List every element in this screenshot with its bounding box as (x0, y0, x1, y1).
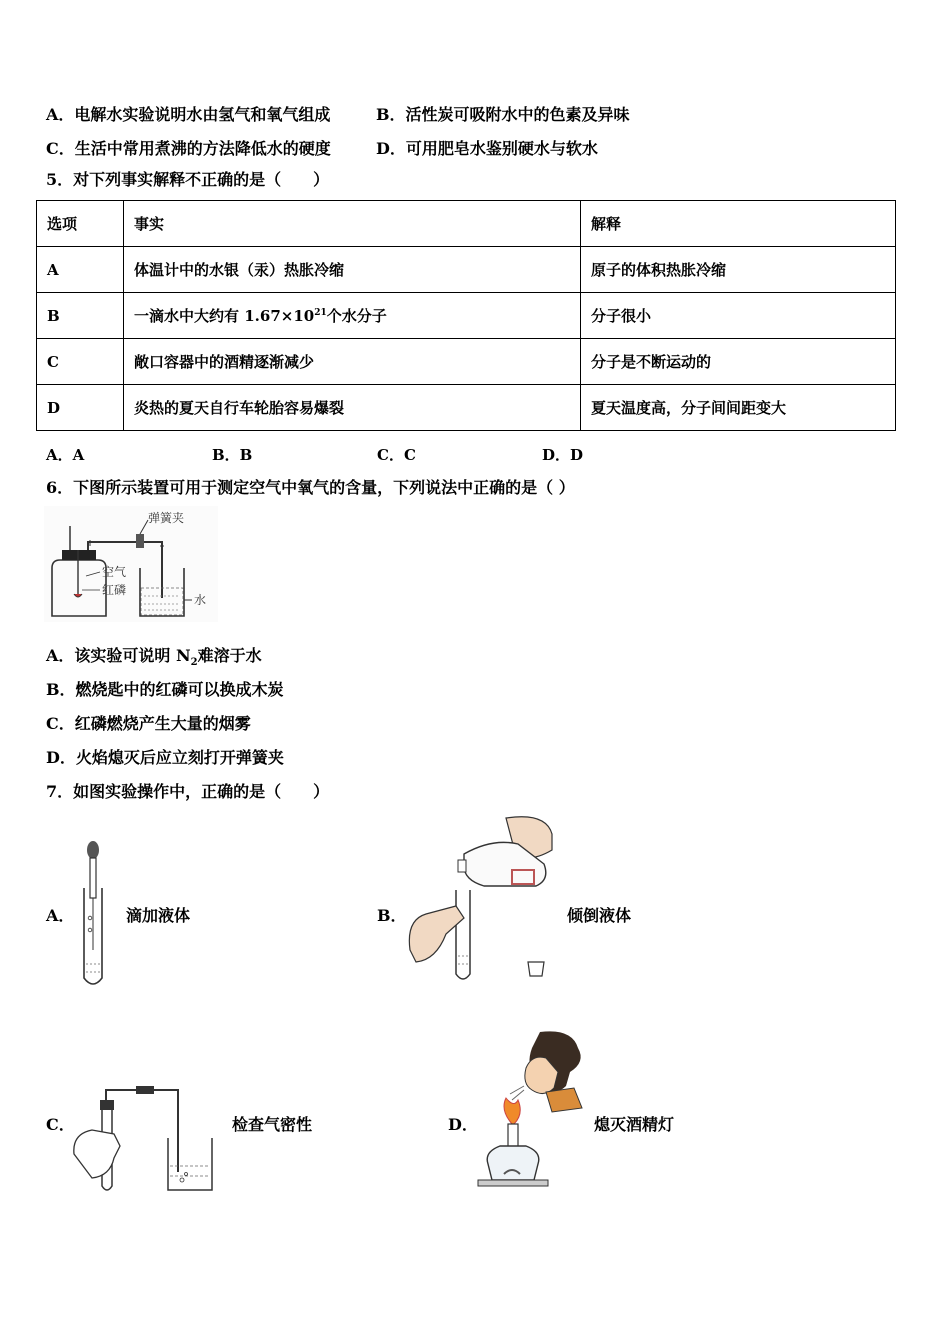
row-fact: 炎热的夏天自行车轮胎容易爆裂 (124, 385, 581, 431)
q7-stem: 7．如图实验操作中，正确的是（ ） (46, 782, 330, 801)
row-fact (124, 293, 581, 339)
dropper-bulb (87, 841, 99, 859)
label-red-phosphorus: 红磷 (102, 583, 127, 597)
row-explain: 原子的体积热胀冷缩 (581, 247, 896, 293)
q6-option-a-subscript: 2 (190, 657, 198, 669)
dropper-test-tube-figure (76, 838, 110, 990)
label-air: 空气 (102, 565, 127, 579)
q6-stem: 6．下图所示装置可用于测定空气中氧气的含量，下列说法中正确的是（ ） (46, 478, 575, 497)
pouring-liquid-figure (406, 810, 556, 986)
q6-option-a-prefix: A．该实验可说明 N (46, 646, 191, 665)
q7-option-c-label: 检查气密性 (232, 1115, 313, 1134)
row-fact: 体温计中的水银（汞）热胀冷缩 (124, 247, 581, 293)
table-header-explain: 解释 (581, 201, 896, 247)
q4-option-a[interactable]: A．电解水实验说明水由氢气和氧气组成 (46, 105, 331, 124)
label-spring-clip: 弹簧夹 (148, 511, 185, 525)
q7-option-d-letter[interactable]: D． (448, 1115, 478, 1134)
table-row (37, 339, 896, 385)
q4-option-b[interactable]: B．活性炭可吸附水中的色素及异味 (376, 105, 630, 124)
row-option: D (37, 385, 124, 431)
blowing-out-lamp-figure (474, 1028, 588, 1196)
oxygen-measurement-apparatus (44, 506, 218, 622)
spring-clip (136, 534, 144, 548)
table-header-row (37, 201, 896, 247)
row-fact-suffix: 个水分子 (326, 307, 387, 325)
q7-option-b-letter[interactable]: B． (377, 906, 407, 925)
q4-option-d[interactable]: D．可用肥皂水鉴别硬水与软水 (376, 139, 598, 158)
table-row (37, 385, 896, 431)
row-option: A (37, 247, 124, 293)
row-explain: 夏天温度高，分子间间距变大 (581, 385, 896, 431)
gripping-hand-icon (74, 1130, 120, 1178)
table-header-fact: 事实 (124, 201, 581, 247)
q7-option-a-label: 滴加液体 (126, 906, 191, 925)
row-option: C (37, 339, 124, 385)
q7-option-c-letter[interactable]: C． (46, 1115, 75, 1134)
q5-choice-d[interactable]: D．D (542, 446, 584, 464)
bottle-stopper-icon (528, 962, 544, 976)
q5-choice-b[interactable]: B．B (212, 446, 253, 464)
label-water: 水 (194, 593, 207, 607)
q7-option-d-label: 熄灭酒精灯 (594, 1115, 675, 1134)
q6-option-a[interactable] (46, 646, 262, 673)
q7-option-a-letter[interactable]: A． (46, 906, 75, 925)
tube-stopper (100, 1100, 114, 1110)
bottle-stopper (62, 550, 96, 560)
row-explain: 分子很小 (581, 293, 896, 339)
row-option: B (37, 293, 124, 339)
q6-option-c[interactable]: C．红磷燃烧产生大量的烟雾 (46, 714, 251, 733)
q6-option-a-suffix: 难溶于水 (197, 646, 262, 665)
row-fact: 敞口容器中的酒精逐渐减少 (124, 339, 581, 385)
q5-choice-c[interactable]: C．C (377, 446, 416, 464)
table-header-option: 选项 (37, 201, 124, 247)
row-explain: 分子是不断运动的 (581, 339, 896, 385)
alcohol-lamp (487, 1146, 539, 1180)
check-beaker (168, 1138, 212, 1190)
airtightness-check-figure (70, 1080, 222, 1196)
row-fact-exponent: 21 (314, 308, 327, 318)
q6-option-d[interactable]: D．火焰熄灭后应立刻打开弹簧夹 (46, 748, 284, 767)
q5-table (36, 200, 896, 431)
dropper-tube (90, 858, 96, 898)
q4-option-c[interactable]: C．生活中常用煮沸的方法降低水的硬度 (46, 139, 331, 158)
flame-icon (504, 1098, 520, 1124)
delivery-tube (106, 1090, 178, 1172)
q5-choice-a[interactable]: A．A (46, 446, 85, 464)
q7-option-b-label: 倾倒液体 (567, 906, 632, 925)
row-fact-prefix: 一滴水中大约有 1.67×10 (134, 307, 315, 325)
table-row (37, 293, 896, 339)
q6-option-b[interactable]: B．燃烧匙中的红磷可以换成木炭 (46, 680, 284, 699)
q5-stem: 5．对下列事实解释不正确的是（ ） (46, 170, 330, 189)
receiving-test-tube (456, 890, 470, 979)
table-row (37, 247, 896, 293)
